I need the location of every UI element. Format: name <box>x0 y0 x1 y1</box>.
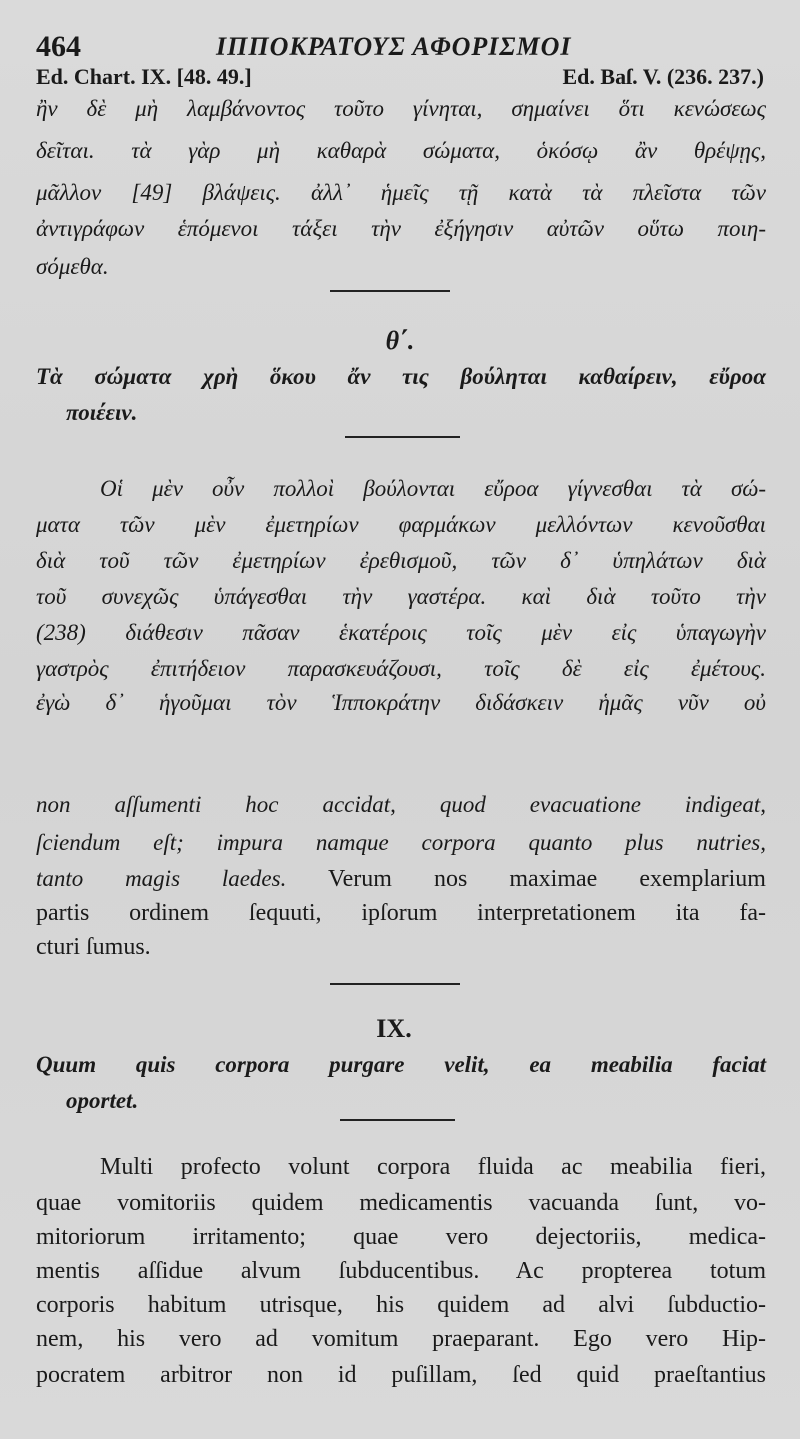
text-line: non aſſumenti hoc accidat, quod evacuatione indigeat, <box>36 792 766 817</box>
running-title: ΙΠΠΟΚΡΑΤΟΥΣ ΑΦΟΡΙΣΜΟΙ <box>216 32 572 61</box>
aphorism-line: oportet. <box>66 1088 139 1113</box>
text-line: quae vomitoriis quidem medicamentis vacuanda ſunt, vo- <box>36 1190 766 1216</box>
text-line: Multi profecto volunt corpora fluida ac meabilia fieri, <box>100 1154 766 1180</box>
text-line: nem, his vero ad vomitum praeparant. Ego vero Hip- <box>36 1326 766 1352</box>
text-line: partis ordinem ſequuti, ipſorum interpretationem ita fa- <box>36 900 766 926</box>
text-line: ἀντιγράφων ἑπόμενοι τάξει τὴν ἐξήγησιν αὐτῶν οὕτω ποιη- <box>36 216 766 241</box>
text-fragment: tanto magis laedes. <box>36 866 287 891</box>
section-divider <box>340 1119 455 1121</box>
text-line: γαστρὸς ἐπιτήδειον παρασκευάζουσι, τοῖς δὲ εἰς ἐμέτους. <box>36 656 766 681</box>
text-line: σόμεθα. <box>36 254 109 279</box>
edition-reference-right: Ed. Baſ. V. (236. 237.) <box>562 64 764 89</box>
text-line: τοῦ συνεχῶς ὑπάγεσθαι τὴν γαστέρα. καὶ διὰ τοῦτο τὴν <box>36 584 766 609</box>
text-line: ſciendum eſt; impura namque corpora quanto plus nutries, <box>36 830 766 855</box>
text-line: corporis habitum utrisque, his quidem ad alvi ſubductio- <box>36 1292 766 1318</box>
section-divider <box>330 290 450 292</box>
section-divider <box>345 436 460 438</box>
text-line: ἢν δὲ μὴ λαμβάνοντος τοῦτο γίνηται, σημαίνει ὅτι κενώσεως <box>36 96 766 121</box>
text-line: δεῖται. τὰ γὰρ μὴ καθαρὰ σώματα, ὁκόσῳ ἂν θρέψῃς, <box>36 138 766 163</box>
greek-section-number: θ΄. <box>385 326 415 355</box>
latin-section-number: IX. <box>376 1014 412 1043</box>
text-line: Οἱ μὲν οὖν πολλοὶ βούλονται εὔροα γίγνεσθαι τὰ σώ- <box>100 476 766 501</box>
aphorism-line: Τὰ σώματα χρὴ ὅκου ἄν τις βούληται καθαίρειν, εὔροα <box>36 364 766 389</box>
text-line: pocratem arbitror non id puſillam, ſed quid praeſtantius <box>36 1362 766 1388</box>
text-fragment: Verum nos maximae exemplarium <box>286 866 766 892</box>
aphorism-line: Quum quis corpora purgare velit, ea meabilia faciat <box>36 1052 766 1077</box>
text-line: μᾶλλον [49] βλάψεις. ἀλλ᾽ ἡμεῖς τῇ κατὰ τὰ πλεῖστα τῶν <box>36 180 766 205</box>
text-line <box>36 866 766 893</box>
aphorism-line: ποιέειν. <box>66 400 138 425</box>
edition-reference-left: Ed. Chart. IX. [48. 49.] <box>36 64 252 89</box>
page-number: 464 <box>36 30 81 63</box>
text-line: ματα τῶν μὲν ἐμετηρίων φαρμάκων μελλόντων κενοῦσθαι <box>36 512 766 537</box>
text-line: mitoriorum irritamento; quae vero dejectoriis, medica- <box>36 1224 766 1250</box>
edition-line <box>36 64 764 98</box>
text-line: (238) διάθεσιν πᾶσαν ἑκατέροις τοῖς μὲν εἰς ὑπαγωγὴν <box>36 620 766 645</box>
text-line: ἐγὼ δ᾽ ἡγοῦμαι τὸν Ἱπποκράτην διδάσκειν ἡμᾶς νῦν οὐ <box>36 690 766 715</box>
text-line: mentis aſſidue alvum ſubducentibus. Ac propterea totum <box>36 1258 766 1284</box>
text-line: διὰ τοῦ τῶν ἐμετηρίων ἐρεθισμοῦ, τῶν δ᾽ ὑπηλάτων διὰ <box>36 548 766 573</box>
text-line: cturi ſumus. <box>36 934 151 960</box>
section-divider <box>330 983 460 985</box>
